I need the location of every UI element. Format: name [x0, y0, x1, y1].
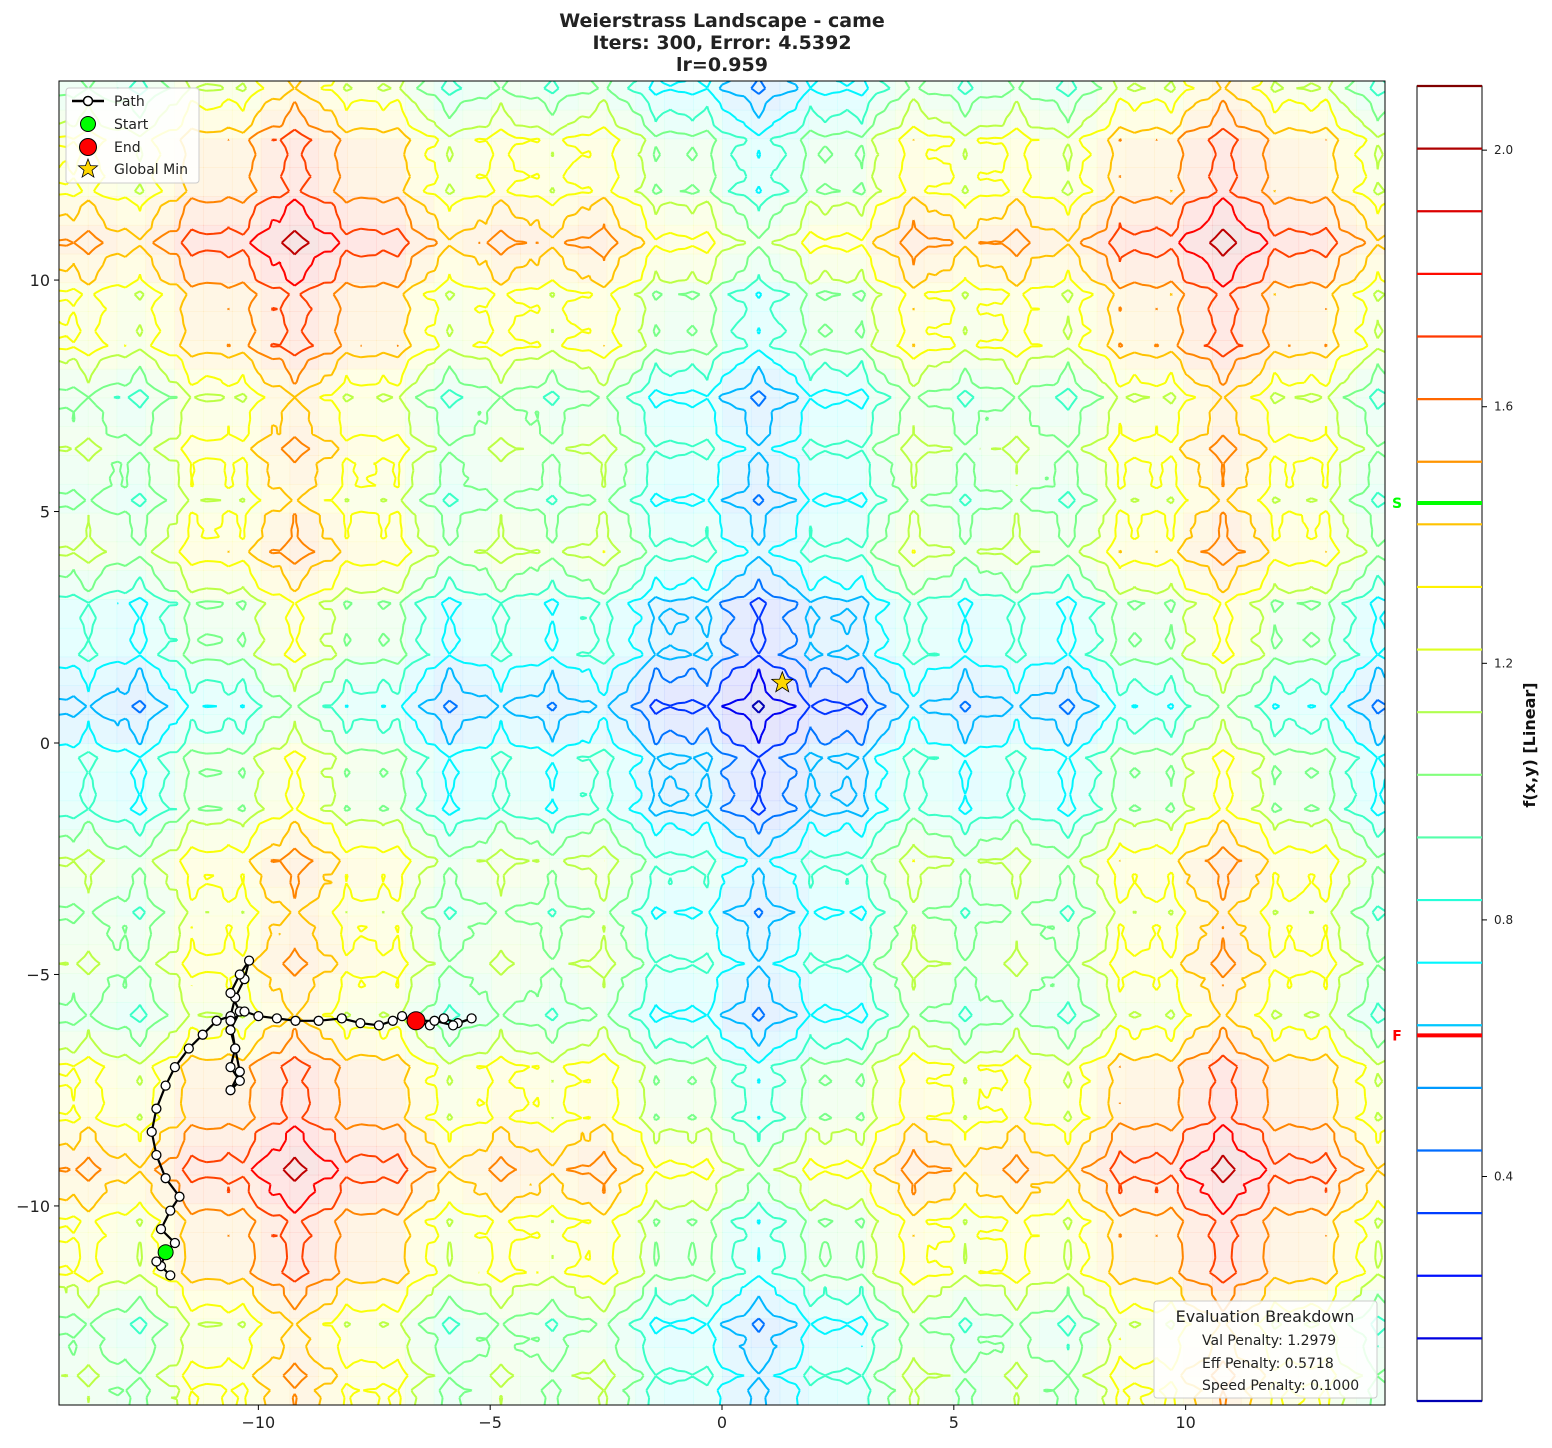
- legend-global-min-label: Global Min: [114, 162, 188, 178]
- legend-end-label: End: [114, 140, 141, 156]
- x-axis-ticks: [241, 1405, 1195, 1432]
- evaluation-speed-penalty: Speed Penalty: 0.1000: [1202, 1378, 1360, 1394]
- path-point-31: [226, 1016, 235, 1025]
- path-point-46: [467, 1014, 476, 1023]
- path-point-33: [254, 1012, 263, 1021]
- path-point-37: [337, 1014, 346, 1023]
- path-point-35: [291, 1016, 300, 1025]
- path-point-48: [430, 1016, 439, 1025]
- evaluation-title: Evaluation Breakdown: [1175, 1307, 1355, 1326]
- legend-start-marker: [81, 117, 96, 132]
- title-line-2: Iters: 300, Error: 4.5392: [592, 32, 852, 54]
- y-tick-label: −10: [16, 1196, 50, 1216]
- x-tick-label: −10: [241, 1413, 276, 1432]
- path-point-14: [184, 1044, 193, 1053]
- path-point-8: [161, 1174, 170, 1183]
- path-point-16: [212, 1016, 221, 1025]
- y-tick-label: 5: [39, 502, 50, 522]
- path-point-47: [449, 1021, 458, 1030]
- y-axis-ticks: [16, 271, 59, 1216]
- legend-path-label: Path: [114, 94, 145, 110]
- y-tick-label: −5: [26, 965, 50, 985]
- evaluation-eff-penalty: Eff Penalty: 0.5718: [1202, 1356, 1334, 1372]
- colorbar-tick-label: 0.8: [1494, 912, 1514, 927]
- path-point-34: [272, 1014, 281, 1023]
- evaluation-val-penalty: Val Penalty: 1.2979: [1202, 1333, 1337, 1349]
- path-point-12: [161, 1081, 170, 1090]
- colorbar-tick-label: 0.4: [1494, 1169, 1514, 1184]
- colorbar-start-marker: S: [1391, 495, 1403, 512]
- path-point-2: [166, 1271, 175, 1280]
- path-point-26: [226, 1063, 235, 1072]
- path-point-41: [398, 1012, 407, 1021]
- path-point-36: [314, 1016, 323, 1025]
- x-tick-label: −5: [478, 1413, 502, 1432]
- path-point-4: [170, 1239, 179, 1248]
- path-point-15: [198, 1030, 207, 1039]
- path-point-20: [245, 956, 254, 965]
- title-line-3: lr=0.959: [676, 54, 768, 76]
- colorbar-tick-label: 1.2: [1494, 656, 1514, 671]
- legend-start-label: Start: [114, 117, 149, 133]
- colorbar-tick-label: 2.0: [1494, 143, 1514, 158]
- path-point-9: [152, 1151, 161, 1160]
- path-point-7: [175, 1192, 184, 1201]
- path-point-6: [166, 1206, 175, 1215]
- legend-end-marker: [80, 139, 97, 156]
- title-line-1: Weierstrass Landscape - came: [559, 10, 885, 32]
- path-point-24: [226, 1026, 235, 1035]
- path-point-39: [374, 1021, 383, 1030]
- path-point-44: [439, 1014, 448, 1023]
- path-point-13: [170, 1063, 179, 1072]
- path-point-3: [152, 1257, 161, 1266]
- path-point-5: [157, 1225, 166, 1234]
- y-tick-label: 10: [29, 271, 50, 291]
- path-point-29: [235, 1067, 244, 1076]
- path-point-27: [235, 1076, 244, 1085]
- path-point-38: [356, 1019, 365, 1028]
- path-point-32: [240, 1007, 249, 1016]
- start-marker: [158, 1245, 173, 1260]
- end-marker: [407, 1012, 425, 1030]
- path-point-28: [226, 1086, 235, 1095]
- colorbar-end-marker: F: [1392, 1028, 1402, 1045]
- path-point-22: [226, 989, 235, 998]
- colorbar-tick-label: 1.6: [1494, 399, 1514, 414]
- x-tick-label: 10: [1175, 1413, 1196, 1432]
- evaluation-breakdown: [1154, 1301, 1377, 1398]
- legend: [66, 88, 199, 183]
- colorbar-label: f(x,y) [Linear]: [1520, 682, 1539, 808]
- y-tick-label: 0: [39, 734, 50, 753]
- x-tick-label: 5: [948, 1413, 959, 1432]
- path-point-10: [147, 1127, 156, 1136]
- legend-path-marker: [84, 97, 93, 106]
- path-point-11: [152, 1104, 161, 1113]
- path-point-21: [235, 970, 244, 979]
- colorbar: [1392, 86, 1513, 1401]
- x-tick-label: 0: [716, 1413, 728, 1432]
- path-point-30: [231, 1044, 240, 1053]
- path-point-40: [388, 1016, 397, 1025]
